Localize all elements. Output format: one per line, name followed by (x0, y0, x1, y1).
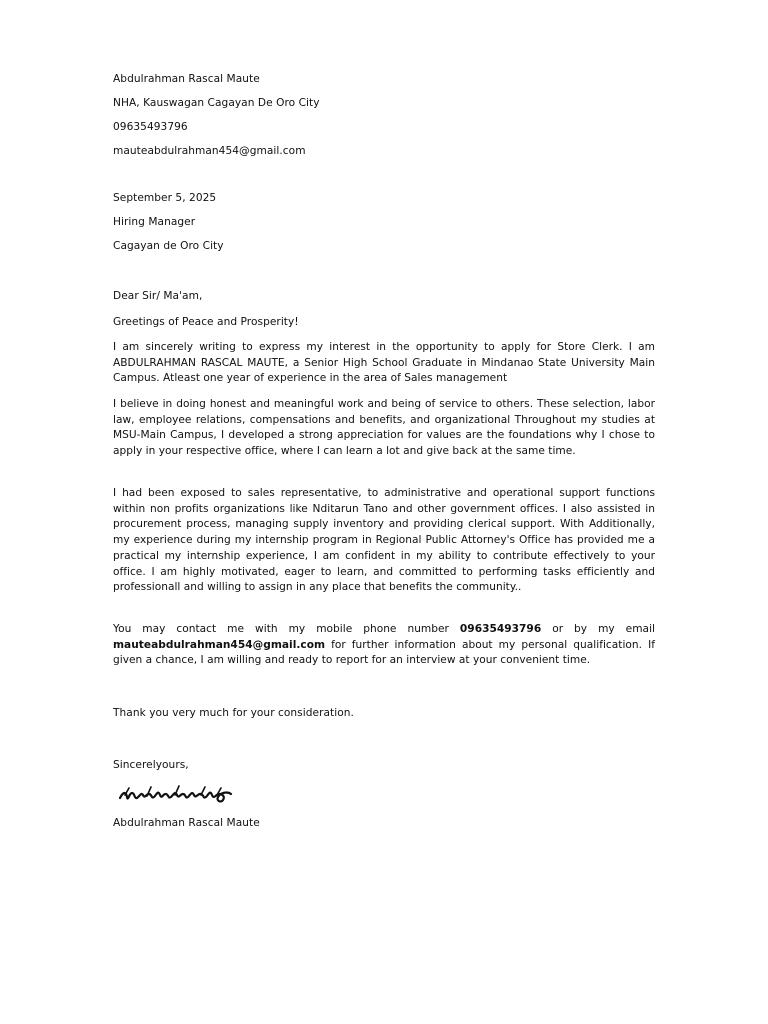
sender-name: Abdulrahman Rascal Maute (113, 73, 260, 85)
body-paragraph-4 (113, 622, 655, 669)
recipient-city: Cagayan de Oro City (113, 240, 224, 252)
body-paragraph-1 (113, 340, 655, 387)
sender-address: NHA, Kauswagan Cagayan De Oro City (113, 97, 320, 109)
paragraph-text: I had been exposed to sales representative, to administrative and operational support functions within non profits organizations like Nditarun Tano and other government offices. I also assisted in procurement process, managing supply inventory and providing clerical support. With Additionally, my experience during my internship program in Regional Public Attorney's Office has provided me a practical my internship experience, I am confident in my ability to contribute effectively to your office. I am highly motivated, eager to learn, and committed to performing tasks efficiently and professionall and willing to assign in any place that benefits the community.. (113, 487, 655, 594)
signature-icon (117, 782, 237, 808)
body-paragraph-2 (113, 397, 655, 460)
paragraph-text: I believe in doing honest and meaningful work and being of service to others. These selection, labor law, employee relations, compensations and benefits, and organizational Throughout my studies at MSU-Main Campus, I developed a strong appreciation for values are the foundations why I chose to apply in your respective office, where I can learn a lot and give back at the same time. (113, 398, 655, 458)
contact-text-mid: or by my email (541, 623, 655, 635)
greeting: Greetings of Peace and Prosperity! (113, 316, 299, 328)
paragraph-text: I am sincerely writing to express my interest in the opportunity to apply for Store Clerk. I am ABDULRAHMAN RASCAL MAUTE, a Senior High School Graduate in Mindanao State University Main Campus. Atleast one year of experience in the area of Sales management (113, 341, 655, 385)
signatory-name: Abdulrahman Rascal Maute (113, 817, 260, 829)
paragraph-text (113, 622, 655, 669)
closing-line: Sincerelyours, (113, 759, 189, 771)
contact-phone: 09635493796 (459, 623, 542, 635)
sender-email: mauteabdulrahman454@gmail.com (113, 145, 306, 157)
salutation: Dear Sir/ Ma'am, (113, 290, 203, 302)
contact-text-outro: for further information about my personal qualification. If given a chance, I am willing and ready to report for an interview at your convenient time. (113, 638, 655, 667)
thanks-line: Thank you very much for your consideration. (113, 707, 354, 719)
letter-date: September 5, 2025 (113, 192, 217, 204)
sender-phone: 09635493796 (113, 121, 188, 133)
recipient-title: Hiring Manager (113, 216, 196, 228)
contact-text-intro: You may contact me with my mobile phone number (113, 623, 460, 635)
contact-email: mauteabdulrahman454@gmail.com (113, 638, 326, 651)
body-paragraph-3 (113, 486, 655, 596)
